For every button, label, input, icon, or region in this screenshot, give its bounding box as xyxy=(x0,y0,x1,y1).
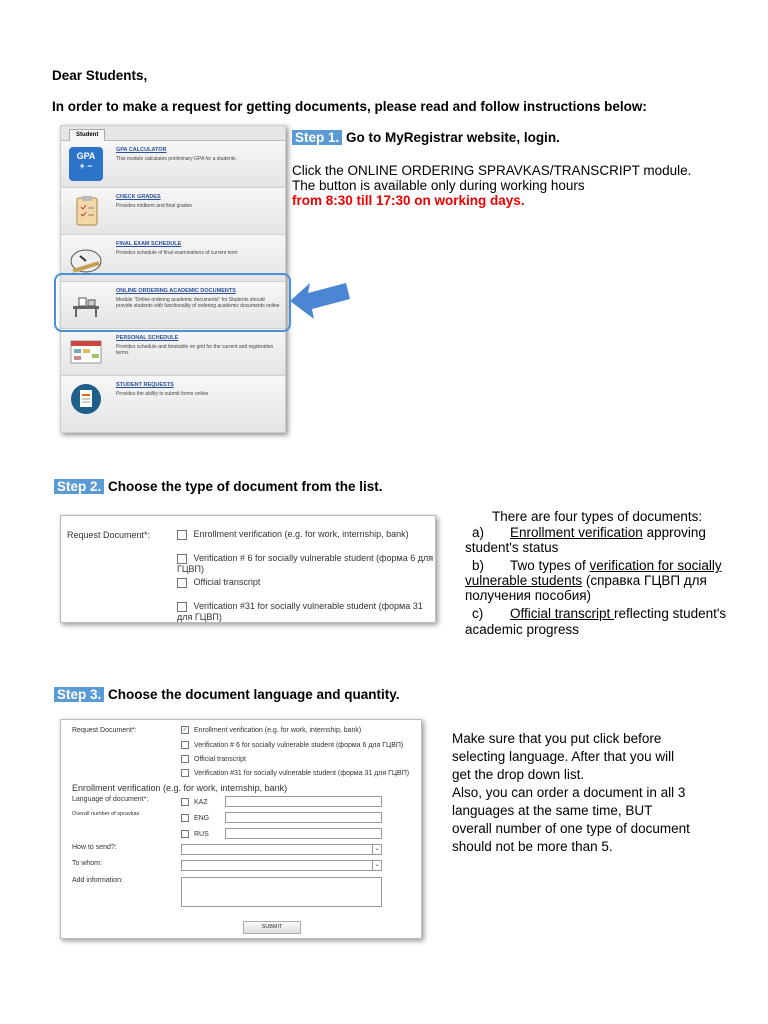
option-label: Enrollment verification (e.g. for work, internship, bank) xyxy=(193,529,409,539)
request-document-label: Request Document*: xyxy=(67,530,151,540)
option-label: Official transcript xyxy=(193,755,246,763)
module-desc: Module "Online ordering academic documents" for Students should provide students with functionality of ordering academic documents online xyxy=(116,297,280,309)
clock-pencil-icon xyxy=(69,241,103,275)
type-b-line2 xyxy=(465,573,707,588)
type-b-term1: verification for socially xyxy=(589,558,722,573)
add-information-textarea[interactable] xyxy=(181,877,382,907)
quantity-input-eng[interactable] xyxy=(225,812,382,823)
type-c-term: Official transcript xyxy=(510,606,615,621)
type-b-rest: (справка ГЦВП для xyxy=(582,573,707,588)
type-b-term2: vulnerable students xyxy=(465,573,583,588)
type-c-rest: reflecting student's xyxy=(614,606,727,621)
module-desc: This module calculates preliminary GPA for a students xyxy=(116,156,236,162)
option-checkbox-checked[interactable]: ✓ xyxy=(182,727,188,733)
module-desc: Provides midterm and final grades xyxy=(116,203,192,209)
send-method-label: How to send?: xyxy=(72,844,117,851)
step2-form xyxy=(60,515,436,623)
note-line: get the drop down list. xyxy=(452,767,585,782)
option-label: Verification # 6 for socially vulnerable student (форма 6 для ГЦВП) xyxy=(177,553,434,574)
note-line: languages at the same time, BUT xyxy=(452,803,653,818)
module-desc: Provides schedule and timetable on grid for the current and registration terms xyxy=(116,344,274,356)
language-checkbox[interactable] xyxy=(181,830,189,838)
highlight-ring xyxy=(54,273,291,332)
module-check-grades[interactable] xyxy=(61,188,285,235)
note-line: selecting language. After that you will xyxy=(452,749,675,764)
gpa-icon-ops: + − xyxy=(79,161,93,171)
language-row-kaz xyxy=(181,798,208,806)
step3-heading xyxy=(54,687,400,702)
step2-heading xyxy=(54,479,383,494)
option-label: Official transcript xyxy=(193,577,261,587)
module-title[interactable]: FINAL EXAM SCHEDULE xyxy=(116,241,182,247)
chevron-down-icon: ⌄ xyxy=(372,845,381,854)
type-b-marker: b) xyxy=(472,558,485,573)
type-c xyxy=(510,606,726,621)
quantity-input-kaz[interactable] xyxy=(225,796,382,807)
module-title[interactable]: GPA CALCULATOR xyxy=(116,147,167,153)
request-form-icon xyxy=(69,382,103,416)
option-row xyxy=(177,553,435,574)
module-desc: Provides schedule of final examinations of current term xyxy=(116,250,238,256)
option-row xyxy=(177,577,260,588)
type-b-pre: Two types of xyxy=(510,558,590,573)
step1-heading xyxy=(292,130,560,145)
option-row xyxy=(181,741,403,749)
module-personal-schedule[interactable] xyxy=(61,329,285,376)
option-checkbox[interactable] xyxy=(177,554,187,564)
option-checkbox[interactable] xyxy=(177,602,187,612)
option-checkbox[interactable] xyxy=(181,755,189,763)
gpa-calculator-icon xyxy=(69,147,103,181)
module-title[interactable]: ONLINE ORDERING ACADEMIC DOCUMENTS xyxy=(116,288,236,294)
language-code: KAZ xyxy=(193,798,208,806)
language-code: RUS xyxy=(193,830,209,838)
module-title[interactable]: PERSONAL SCHEDULE xyxy=(116,335,179,341)
recipient-label: To whom: xyxy=(72,860,102,867)
step1-line1: Click the ONLINE ORDERING SPRAVKAS/TRANSCRIPT module. xyxy=(292,163,692,178)
option-label: Enrollment verification (e.g. for work, internship, bank) xyxy=(193,726,362,734)
type-b xyxy=(510,558,722,573)
tab-bar xyxy=(61,126,285,141)
option-checkbox[interactable] xyxy=(181,741,189,749)
note-line: Make sure that you put click before xyxy=(452,731,662,746)
type-a xyxy=(510,525,706,540)
type-a-line2: student's status xyxy=(465,540,559,555)
step1-label: Step 1. xyxy=(292,130,342,145)
chevron-down-icon: ⌄ xyxy=(372,861,381,870)
note-line: overall number of one type of document xyxy=(452,821,690,836)
option-row xyxy=(177,601,435,622)
step3-note xyxy=(452,730,690,856)
step2-label: Step 2. xyxy=(54,479,104,494)
module-student-requests[interactable] xyxy=(61,376,285,432)
option-label: Verification # 6 for socially vulnerable student (форма 6 для ГЦВП) xyxy=(193,741,404,749)
working-hours: from 8:30 till 17:30 on working days. xyxy=(292,193,525,208)
type-c-line2: academic progress xyxy=(465,622,580,637)
add-information-label: Add information: xyxy=(72,877,123,884)
step3-label: Step 3. xyxy=(54,687,104,702)
instruction-text: In order to make a request for getting documents, please read and follow instructions below: xyxy=(52,99,647,114)
language-row-eng xyxy=(181,814,209,822)
clipboard-icon xyxy=(69,194,103,228)
language-checkbox[interactable] xyxy=(181,798,189,806)
language-code: ENG xyxy=(193,814,210,822)
option-checkbox[interactable] xyxy=(181,769,189,777)
recipient-select[interactable] xyxy=(181,860,382,871)
language-checkbox[interactable] xyxy=(181,814,189,822)
option-label: Verification #31 for socially vulnerable student (форма 31 для ГЦВП) xyxy=(193,769,410,777)
option-label: Verification #31 for socially vulnerable student (форма 31 для ГЦВП) xyxy=(177,601,423,622)
send-method-select[interactable] xyxy=(181,844,382,855)
language-label: Language of document*: xyxy=(72,796,149,803)
greeting: Dear Students, xyxy=(52,68,148,83)
step3-heading-text: Choose the document language and quantity. xyxy=(108,687,400,702)
submit-button[interactable]: SUBMIT xyxy=(243,921,301,934)
language-row-rus xyxy=(181,830,209,838)
type-c-marker: c) xyxy=(472,606,484,621)
type-a-marker: a) xyxy=(472,525,485,540)
step1-line2: The button is available only during working hours xyxy=(292,178,585,193)
gpa-icon-text: GPA xyxy=(76,151,96,161)
type-b-line3: получения пособия) xyxy=(465,588,592,603)
module-title[interactable]: STUDENT REQUESTS xyxy=(116,382,174,388)
type-a-rest: approving xyxy=(642,525,706,540)
tab-student[interactable]: Student xyxy=(69,129,105,141)
module-title[interactable]: CHECK GRADES xyxy=(116,194,161,200)
quantity-label: Overall number of spravkas xyxy=(72,811,140,817)
section-title: Enrollment verification (e.g. for work, internship, bank) xyxy=(72,783,288,793)
types-intro: There are four types of documents: xyxy=(492,509,703,524)
quantity-input-rus[interactable] xyxy=(225,828,382,839)
option-row xyxy=(177,529,409,540)
option-row xyxy=(181,755,246,763)
step2-heading-text: Choose the type of document from the list. xyxy=(108,479,383,494)
option-row xyxy=(181,726,361,734)
option-row xyxy=(181,769,409,777)
module-gpa-calculator[interactable] xyxy=(61,141,285,188)
schedule-grid-icon xyxy=(69,335,103,369)
request-document-label: Request Document*: xyxy=(72,727,137,734)
step3-form xyxy=(60,719,422,939)
type-a-term: Enrollment verification xyxy=(510,525,643,540)
step1-heading-text: Go to MyRegistrar website, login. xyxy=(346,130,560,145)
pointer-arrow-icon xyxy=(286,275,352,323)
option-checkbox[interactable] xyxy=(177,578,187,588)
note-line: should not be more than 5. xyxy=(452,839,613,854)
option-checkbox[interactable] xyxy=(177,530,187,540)
module-desc: Provides the ability to submit forms online xyxy=(116,391,209,397)
note-line: Also, you can order a document in all 3 xyxy=(452,785,686,800)
